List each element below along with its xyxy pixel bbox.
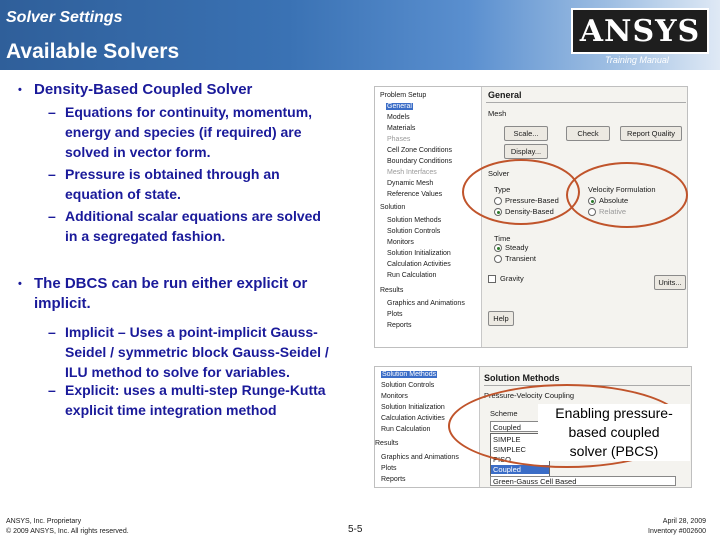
dash-glyph: – xyxy=(48,324,56,340)
tree-item-solution-methods[interactable]: Solution Methods xyxy=(387,217,442,224)
dropdown-option-coupled[interactable]: Coupled xyxy=(491,465,549,474)
tree-item-monitors[interactable]: Monitors xyxy=(387,239,414,246)
density-based-label: Density-Based xyxy=(505,207,554,216)
sub-bullet-scalar xyxy=(48,206,321,246)
sub-bullet-line: in a segregated fashion. xyxy=(65,228,226,244)
tree-item-boundary[interactable]: Boundary Conditions xyxy=(387,158,452,165)
sub-bullet-pressure xyxy=(48,164,280,204)
tree-item-calc-activities[interactable]: Calculation Activities xyxy=(381,415,445,422)
ansys-logo xyxy=(571,8,709,54)
tree-item-solution-controls[interactable]: Solution Controls xyxy=(387,228,441,235)
absolute-label: Absolute xyxy=(599,196,629,205)
report-quality-button[interactable]: Report Quality xyxy=(620,126,682,141)
pressure-based-label: Pressure-Based xyxy=(505,196,559,205)
solver-label: Solver xyxy=(488,169,510,178)
gradient-select-value: Green-Gauss Cell Based xyxy=(493,477,577,486)
highlight-ellipse-velocity xyxy=(566,162,688,228)
page-number: 5-5 xyxy=(348,524,363,535)
bullet-line: The DBCS can be run either explicit or xyxy=(34,275,308,292)
gravity-label: Gravity xyxy=(500,274,524,283)
callout-pbcs xyxy=(538,404,690,461)
bullet-glyph: • xyxy=(18,278,22,290)
training-label: Training Manual xyxy=(605,55,669,65)
tree-item-run-calc[interactable]: Run Calculation xyxy=(381,426,431,433)
tree-item-graphics[interactable]: Graphics and Animations xyxy=(381,454,459,461)
sub-bullet-line: equation of state. xyxy=(65,186,181,202)
tree-item-general[interactable]: General xyxy=(387,103,412,110)
tree-item-phases[interactable]: Phases xyxy=(387,136,411,143)
dash-glyph: – xyxy=(48,208,56,224)
tree-header-results: Results xyxy=(380,287,404,294)
slide-title: Available Solvers xyxy=(6,40,180,63)
dropdown-option-piso[interactable]: PISO xyxy=(493,455,511,464)
tree-item-calc-activities[interactable]: Calculation Activities xyxy=(387,261,451,268)
relative-label: Relative xyxy=(599,207,627,216)
tree-item-run-calc[interactable]: Run Calculation xyxy=(387,272,437,279)
footer-copyright xyxy=(6,517,129,537)
logo-text: ANSYS xyxy=(579,13,701,49)
bullet-explicit-implicit xyxy=(18,274,307,314)
tree-item-monitors[interactable]: Monitors xyxy=(381,393,408,400)
sub-bullet-implicit xyxy=(48,322,329,382)
sub-bullet-line: Additional scalar equations are solved xyxy=(65,208,321,224)
sub-bullet-vector-form xyxy=(48,102,312,162)
velocity-formulation-label: Velocity Formulation xyxy=(588,185,656,194)
dash-glyph: – xyxy=(48,382,56,398)
tree-item-reference-values[interactable]: Reference Values xyxy=(387,191,443,198)
sub-bullet-explicit xyxy=(48,380,326,420)
units-button[interactable]: Units... xyxy=(654,275,686,290)
bullet-dbcs-text: Density-Based Coupled Solver xyxy=(34,81,253,98)
sub-bullet-line: explicit time integration method xyxy=(65,402,277,418)
tree-item-materials[interactable]: Materials xyxy=(387,125,416,132)
tree-item-cell-zone[interactable]: Cell Zone Conditions xyxy=(387,147,452,154)
gradient-select[interactable] xyxy=(490,476,676,486)
tree-item-solution-init[interactable]: Solution Initialization xyxy=(381,404,445,411)
tree-item-graphics[interactable]: Graphics and Animations xyxy=(387,300,465,307)
sub-bullet-line: Explicit: uses a multi-step Runge-Kutta xyxy=(65,382,326,398)
dash-glyph: – xyxy=(48,166,56,182)
deck-title: Solver Settings xyxy=(6,9,123,26)
scheme-select-value: Coupled xyxy=(493,423,521,432)
scheme-label: Scheme xyxy=(490,409,518,418)
tree-header-solution: Solution xyxy=(380,204,406,211)
footer-rights: © 2009 ANSYS, Inc. All rights reserved. xyxy=(6,528,129,535)
tree-item-plots[interactable]: Plots xyxy=(387,311,403,318)
tree-item-solution-methods-selected[interactable]: Solution Methods xyxy=(382,371,437,378)
callout-line: Enabling pressure- xyxy=(555,405,673,421)
header-band xyxy=(0,0,720,70)
bullet-dbcs xyxy=(18,80,252,100)
coupling-label: Pressure-Velocity Coupling xyxy=(484,391,575,400)
sub-bullet-line: ILU method to solve for variables. xyxy=(65,364,290,380)
sub-bullet-line: energy and species (if required) are xyxy=(65,124,302,140)
check-button[interactable]: Check xyxy=(566,126,610,141)
tree-item-reports[interactable]: Reports xyxy=(381,476,406,483)
tree-item-solution-controls[interactable]: Solution Controls xyxy=(381,382,435,389)
callout-line: based coupled xyxy=(568,424,660,440)
tree-item-mesh-interfaces[interactable]: Mesh Interfaces xyxy=(387,169,437,176)
type-label: Type xyxy=(494,185,511,194)
tree-item-solution-init[interactable]: Solution Initialization xyxy=(387,250,451,257)
callout-line: solver (PBCS) xyxy=(569,443,659,459)
bullet-line: implicit. xyxy=(34,295,91,312)
mesh-label: Mesh xyxy=(488,109,507,118)
sub-bullet-line: Implicit – Uses a point-implicit Gauss- xyxy=(65,324,318,340)
title-divider xyxy=(486,102,686,103)
tree-header-problem-setup: Problem Setup xyxy=(380,92,427,99)
tree-header-results: Results xyxy=(375,440,399,447)
footer-date-block xyxy=(600,517,706,537)
sub-bullet-line: Equations for continuity, momentum, xyxy=(65,104,313,120)
dropdown-option-simplec[interactable]: SIMPLEC xyxy=(493,445,526,454)
tree-item-plots[interactable]: Plots xyxy=(381,465,397,472)
steady-label: Steady xyxy=(505,243,529,252)
sub-bullet-line: solved in vector form. xyxy=(65,144,211,160)
footer-proprietary: ANSYS, Inc. Proprietary xyxy=(6,518,82,525)
tree-item-dynamic-mesh[interactable]: Dynamic Mesh xyxy=(387,180,434,187)
footer-date: April 28, 2009 xyxy=(662,518,706,525)
dropdown-option-simple[interactable]: SIMPLE xyxy=(493,435,521,444)
sub-bullet-line: Pressure is obtained through an xyxy=(65,166,280,182)
help-button[interactable]: Help xyxy=(488,311,514,326)
highlight-ellipse-type xyxy=(462,159,580,225)
general-title: General xyxy=(488,90,522,100)
sub-bullet-line: Seidel / symmetric block Gauss-Seidel / xyxy=(65,344,329,360)
steady-radio[interactable] xyxy=(494,244,502,252)
display-button[interactable]: Display... xyxy=(504,144,548,159)
scale-button[interactable]: Scale... xyxy=(504,126,548,141)
transient-label: Transient xyxy=(505,254,536,263)
tree-item-models[interactable]: Models xyxy=(387,114,410,121)
gravity-checkbox[interactable] xyxy=(488,275,496,283)
solution-methods-title: Solution Methods xyxy=(484,373,560,383)
transient-radio[interactable] xyxy=(494,255,502,263)
time-label: Time xyxy=(494,234,511,243)
dash-glyph: – xyxy=(48,104,56,120)
bullet-glyph: • xyxy=(18,84,22,96)
tree-item-reports[interactable]: Reports xyxy=(387,322,412,329)
footer-inventory: Inventory #002600 xyxy=(648,528,706,535)
